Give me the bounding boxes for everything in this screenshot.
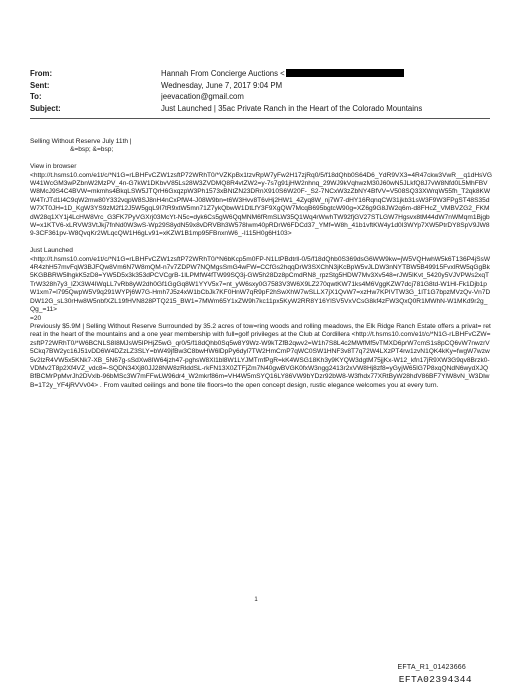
header-divider [30,118,490,119]
listing-description: Previously $5.9M | Selling Without Reserve Surrounded by 35.2 acres of tow=ring woods and rolling meadows, the Elk Ridge Ranch Estate offers a privat= retreat in the heart of the mountains and a one year membership with full=golf privileges at the Club at Cordillera <http://t.hsms10.com/e1t/c/*N1G-rLBHFvCZW=zsftP72WRhT0/*W6BCNLS8I8MJsW5IPHjZ5wG_qr0/5/f18dQhb0Sq5w8Y9Wz-W9kTZfB2qwv2=W1h7S8L4c2MWfMf5vTMXD6prW7cmS1s8pCQ6vW7nwzrV5Ckq7BW2yc16J51vDD6W4DZzLZ3SLY=bW49jfBw3C8bwHW6lDpPy6dyl7TW2HmCmP7qWC0SW1HNF3v8T7q72W4LXzPT4rw1zvN1QK4kKy=fwgW7wzw5v2lzR4VW5x5KNk7-XB_5N67g-sSdXw8IW64jzh47-pghsW8Xl1bl8W1LYJMTmfPgR=kK4WSG18Kh3y9KYQW3dgtM75jjKx-W12_kfn17jR9XW3G9qv8Brzk0-VDMv2T8p2Xf4VZ_vdc8=-SQDN34Xj80JJ28NW8zRlddSL-rkFN13X0ZTFjZm7N40gwBVGK0fxW3ngg2413r2xVW8Hj8zf8=yGyjW65lG7P8xqQNdN6wydXJQBfBCMrPpMvrJh2DVxlb-96bMSc3W7mFFwLW96dr4_W2mkrf86m=VH4W5mSYQ16LY86VW9bYDzr92bW8-W3fhdx77XRtByW28hdV86BF7YlW8vN_W3DlwB=1T2y_YF4jRVVv04> . From vaulted ceilings and bone tile floors=to the open concept design, rustic elegance welcomes you at every turn. [30,322,491,389]
just-launched-label: Just Launched [30,247,73,255]
sent-label: Sent: [30,80,50,90]
subject-label: Subject: [30,103,61,113]
email-body [30,138,492,390]
efta-reference-large: EFTA02394344 [398,674,472,685]
soft-break-marker: =20 [30,314,42,322]
email-header [30,68,490,114]
from-sender: Hannah From Concierge Auctions < [161,69,285,78]
view-in-browser-label: View in browser [30,163,77,171]
sent-row [30,80,490,92]
nbsp-line: &=bsp; &=bsp; [70,146,114,154]
efta-reference-small: EFTA_R1_01423666 [397,664,466,671]
reserve-line: Selling Without Reserve July 11th | [30,138,132,145]
page-number: 1 [254,597,258,603]
to-row [30,91,490,103]
view-in-browser-link[interactable]: <http://t.hsms10.com/e1t/c/*N1G=rLBHFvCZW1zsftP72WRhT0/*VZKpBx1tzvRpW7yFw2H17zjRq0/5/f18dQhb0S64D6_YdR9VX3=4R47ckw3VwR__q1dHsVGW41WcGM3wPZbnW2MzPV_4n-G7kW1DKbvV85Ls28W3ZVDMQ8R4vtZW2=y-7s7g91jHW2nhnq_29WJ9kVqhwzM30J60wN5JLkfQ8J7vW8Nfd0L5MhFBVW8McJ9S4C4BVW=mkmhs4BkqLSW5JTQrH6GxqzpW3Ph1573xBNtZN23DRnX910S6W20F-_S2-7NCxW3zZbNY4BfVV=V508SQ33XWrqW55fh_T2qk8KWW4TrJTd1I4C9qW2mw80Y332vqpW8SJ8nH4nCxPfW4-J08W9bn=t6W3Hvv8T6vHj2HW1_4Zyq8W_nj7W7-dHY16RqnqCW31jkb31sW3F9W3FPgST48S35dW7XT0JH=1D_KgW3YS9zM2f12J5W5gqL9I7tR9xtW5mn71Z7ykQbwW1DtLfY3F9XgQW7McqB695bgtcW90g=XZ6g9G8JW2q6m-d8FHcZ_VMBVZG2_FKMdW28q1XY1j4LcHW8Vrc_G3FK7PyVGXrj03McYt-N5c=dyk6Cs5gW6QqMNM6fRmSLW35Q1Wq4rWwhTW92fjGV27STLGW7Hgsvx8tM44dW7nWMqm1BjgbW=x1KTV6-xLRVW3VtJkj7fnNd0W3wS-Wp29S8ydN59x8vDRVBh3W578Iwm40pRDrW6FDCd37_YMf=W8h_41b1vftKW4y1d0I3WYp7XW5PtrDY8SpV9JW89-3CF361pv-W8QvqKr2WLqcQW1H6gLv91=xKZW1B1mp95FBnxnW6_-I115H0g6H103> [30,171,492,238]
subject-value: Just Launched | 35ac Private Ranch in the Heart of the Colorado Mountains [161,103,423,113]
from-label: From: [30,69,53,78]
redaction-bar [286,69,404,77]
subject-row [30,103,490,115]
to-label: To: [30,92,42,101]
from-value [161,68,490,80]
sent-value: Wednesday, June 7, 2017 9:04 PM [161,80,283,90]
to-value: jeevacation@gmail.com [161,92,244,101]
from-row [30,68,490,80]
just-launched-link[interactable]: <http://t.hsms10.com/e1t/c/*N1G=rLBHFvCZW1zsftP72WRhT0/*N6bKcp5m0FP-N1LtPBdtrll-0/5/f18dQhb0S369dsG6WW9kw=jW5VQHwhW5k6T136P4jSsW4R4zhH57mvFqW3BJFQw8Vm6N7W8mQM-n7v7ZDPW7NQMgsSmG4wFW=CCfGs2hqqDrW3SXChN3jKcBpW5vJLDW3nNYTBW5B49915FvxlRW5qGgBk5KGBBRW5lhgkK5zD8=YW5D5x3k353dPCVCgrB-1lLPMfW4fTW99SQ3j-GW5h28Dz8pCmdRN8_rpzStg5HDW7Mv3Xv548=rJW5lKvt_5420y5VJVPWs2xqTTrW328h7y3_lZX3W4IWqLL7vRb8yW2dh0Gf1GgGq8W1YYV5x7=nt_yW6sxy0G7583V3W6X9LZ270qwtKW71ks4M6VggKZW7dcj781G8td-W1Hl-Fk1Djb1pW1xm7=l795QwpW5V9q291WYPj6W7G-Hmh7J5z4xW1bCbJk7KF0HnW7qR9pF2hSwXhW7wSLLX7jX1QvW7=xzHw7KPIVTW3G_1lT1G7bpzMVzQv-Vn7DDW12G_sL30rHw8W5nbfXZL19fHVN828PTQ215_BW1=7MWm65Y1xZW9h7kc11px5KyW2RR8Y16YlSV5VxVCsG8kf4zFW3QxQ0R1MWhN-W1MKd9r2g_Qg_=11> [30,255,491,314]
